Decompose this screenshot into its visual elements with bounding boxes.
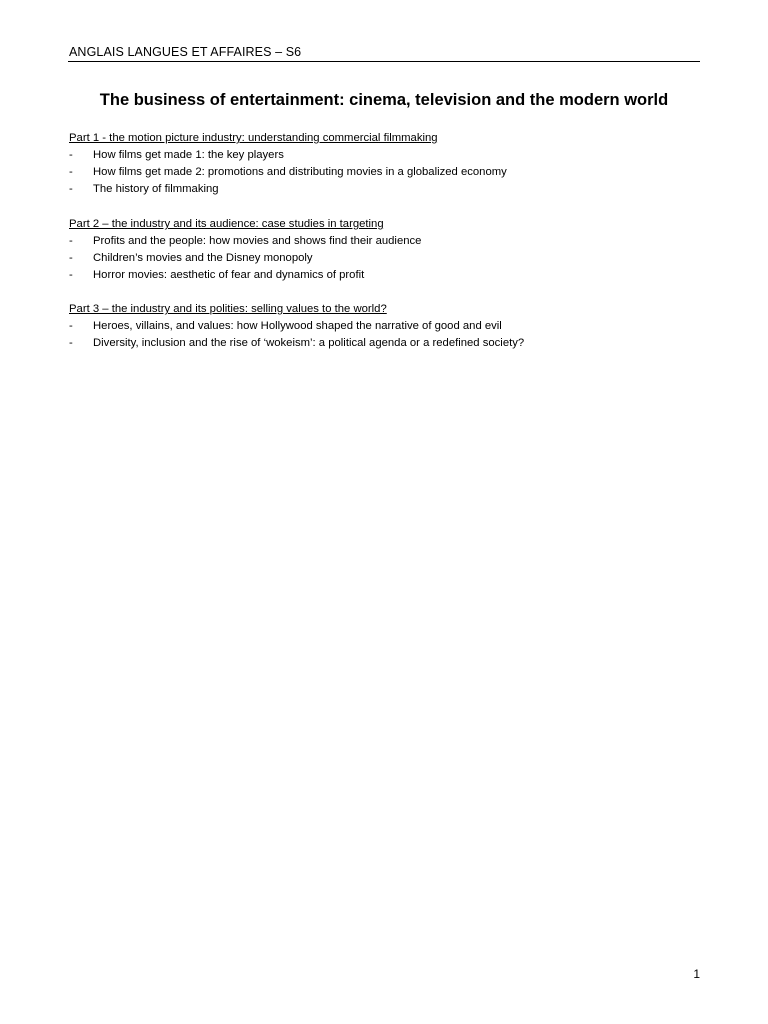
bullet-dash: -	[69, 269, 73, 281]
list-item-text: How films get made 2: promotions and distributing movies in a globalized economy	[93, 166, 507, 178]
header-rule	[68, 61, 700, 62]
bullet-dash: -	[69, 235, 73, 247]
part-2-section	[69, 216, 709, 284]
list-item	[69, 250, 709, 267]
running-header: ANGLAIS LANGUES ET AFFAIRES – S6	[69, 45, 302, 59]
bullet-dash: -	[69, 166, 73, 178]
list-item-text: Heroes, villains, and values: how Hollywood shaped the narrative of good and evil	[93, 320, 502, 332]
list-item	[69, 181, 709, 198]
bullet-dash: -	[69, 183, 73, 195]
list-item	[69, 318, 709, 335]
list-item-text: Profits and the people: how movies and shows find their audience	[93, 235, 422, 247]
part-3-section	[69, 301, 709, 352]
bullet-dash: -	[69, 337, 73, 349]
list-item	[69, 164, 709, 181]
list-item	[69, 233, 709, 250]
page-number: 1	[693, 967, 700, 981]
part-1-section	[69, 130, 709, 198]
document-title: The business of entertainment: cinema, television and the modern world	[99, 91, 669, 109]
list-item-text: The history of filmmaking	[93, 183, 219, 195]
list-item-text: Children’s movies and the Disney monopoly	[93, 252, 313, 264]
list-item	[69, 147, 709, 164]
list-item-text: Horror movies: aesthetic of fear and dynamics of profit	[93, 269, 365, 281]
part-1-heading: Part 1 - the motion picture industry: understanding commercial filmmaking	[69, 132, 438, 144]
list-item	[69, 335, 709, 352]
bullet-dash: -	[69, 149, 73, 161]
part-2-heading: Part 2 – the industry and its audience: case studies in targeting	[69, 218, 384, 230]
bullet-dash: -	[69, 320, 73, 332]
list-item	[69, 267, 709, 284]
part-3-heading: Part 3 – the industry and its polities: selling values to the world?	[69, 303, 387, 315]
bullet-dash: -	[69, 252, 73, 264]
list-item-text: Diversity, inclusion and the rise of ‘wokeism’: a political agenda or a redefined society?	[93, 337, 525, 349]
list-item-text: How films get made 1: the key players	[93, 149, 284, 161]
